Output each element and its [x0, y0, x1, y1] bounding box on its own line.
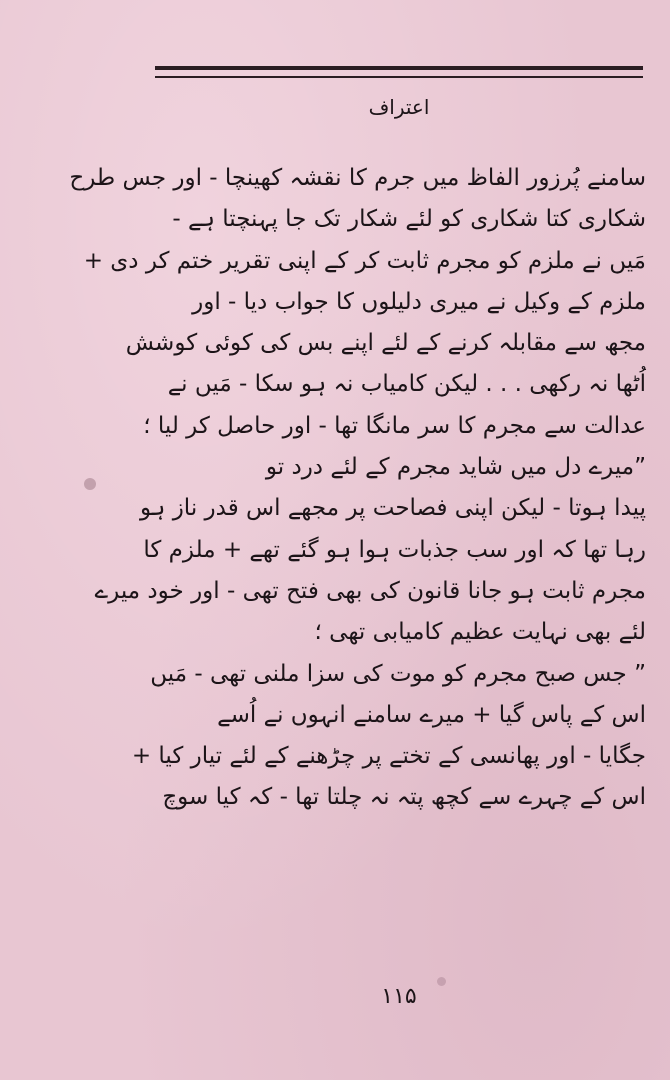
- body-text: [69, 158, 646, 819]
- ink-spot: [84, 478, 96, 490]
- text-line: ”میرے دل میں شاید مجرم کے لئے درد تو: [265, 454, 646, 481]
- text-line: لئے بھی نہایت عظیم کامیابی تھی ؛: [314, 619, 646, 646]
- text-line: عدالت سے مجرم کا سر مانگا تھا - اور حاصل کر لیا ؛: [143, 412, 646, 439]
- text-line: شکاری کتا شکاری کو لئے شکار تک جا پہنچتا ہے -: [172, 206, 646, 233]
- text-line: اُٹھا نہ رکھی . . . لیکن کامیاب نہ ہو سکا - مَیں نے: [167, 371, 646, 398]
- text-line: مجھ سے مقابلہ کرنے کے لئے اپنے بس کی کوئی کوشش: [125, 330, 646, 357]
- text-line: پیدا ہوتا - لیکن اپنی فصاحت پر مجھے اس قدر ناز ہو: [140, 495, 646, 522]
- text-line: مجرم ثابت ہو جانا قانون کی بھی فتح تھی - اور خود میرے: [94, 577, 646, 604]
- text-line: ملزم کے وکیل نے میری دلیلوں کا جواب دیا - اور: [192, 288, 646, 315]
- text-line: اس کے پاس گیا + میرے سامنے انہوں نے اُسے: [217, 701, 646, 728]
- text-line: سامنے پُرزور الفاظ میں جرم کا نقشہ کھینچا - اور جس طرح: [69, 165, 646, 191]
- text-line: رہا تھا کہ اور سب جذبات ہوا ہو گئے تھے + ملزم کا: [143, 536, 646, 563]
- header-rule-thin: [155, 76, 643, 78]
- page-number: ۱۱۵: [381, 984, 417, 1009]
- running-head: اعتراف: [368, 95, 430, 119]
- text-line: مَیں نے ملزم کو مجرم ثابت کر کے اپنی تقریر ختم کر دی +: [83, 247, 646, 274]
- header-rule-thick: [155, 66, 643, 70]
- text-line: جگایا - اور پھانسی کے تختے پر چڑھنے کے لئے تیار کیا +: [131, 743, 646, 770]
- text-line: اس کے چہرے سے کچھ پتہ نہ چلتا تھا - کہ کیا سوچ: [162, 784, 646, 811]
- text-line: ” جس صبح مجرم کو موت کی سزا ملنی تھی - مَیں: [150, 660, 646, 687]
